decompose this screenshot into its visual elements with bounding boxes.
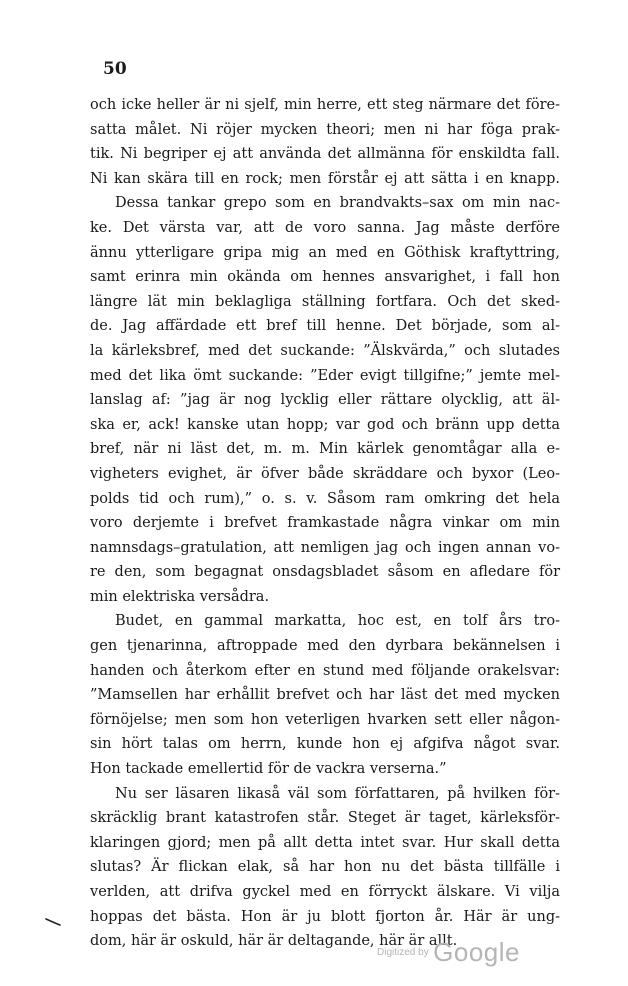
digitized-by-google-watermark	[377, 937, 520, 968]
watermark-brand: Google	[433, 937, 520, 967]
text-line: gen tjenarinna, aftroppade med den dyrbara bekännelsen i	[90, 638, 560, 655]
text-line: polds tid och rum),” o. s. v. Såsom ram omkring det hela	[90, 490, 560, 507]
text-line: tik. Ni begriper ej att använda det allmänna för enskildta fall.	[90, 146, 560, 163]
text-line: lanslag af: ”jag är nog lycklig eller rättare olycklig, att äl-	[90, 392, 560, 409]
text-line: de. Jag affärdade ett bref till henne. Det började, som al-	[90, 318, 560, 335]
text-line: med det lika ömt suckande: ”Eder evigt tillgifne;” jemte mel-	[90, 367, 560, 384]
text-line: satta målet. Ni röjer mycken theori; men ni har föga prak-	[90, 121, 560, 138]
text-line: bref, när ni läst det, m. m. Min kärlek genomtågar alla e-	[90, 441, 560, 458]
text-line: la kärleksbref, med det suckande: ”Älskvärda,” och slutades	[90, 342, 560, 359]
text-line: slutas? Är flickan elak, så har hon nu det bästa tillfälle i	[90, 859, 560, 876]
text-line: hoppas det bästa. Hon är ju blott fjorton år. Här är ung-	[90, 908, 560, 925]
text-line: Hon tackade emellertid för de vackra verserna.”	[90, 761, 447, 778]
text-line: voro derjemte i brefvet framkastade några vinkar om min	[90, 515, 560, 532]
text-line: vigheters evighet, är öfver både skräddare och byxor (Leo-	[90, 465, 560, 482]
text-line: Ni kan skära till en rock; men förstår ej att sätta i en knapp.	[90, 170, 560, 187]
text-line: ”Mamsellen har erhållit brefvet och har läst det med mycken	[90, 687, 560, 704]
text-line: klaringen gjord; men på allt detta intet svar. Hur skall detta	[90, 834, 560, 851]
text-line: handen och återkom efter en stund med följande orakelsvar:	[90, 662, 560, 679]
text-line: sin hört talas om herrn, kunde hon ej afgifva något svar.	[90, 736, 560, 753]
page-number: 50	[103, 59, 127, 79]
watermark-prefix: Digitized by	[377, 947, 429, 958]
text-line: namnsdags–gratulation, att nemligen jag och ingen annan vo-	[90, 539, 560, 556]
text-line: samt erinra min okända om hennes ansvarighet, i fall hon	[90, 269, 560, 286]
text-line: Dessa tankar grepo som en brandvakts–sax om min nac-	[115, 195, 560, 212]
text-line: verlden, att drifva gyckel med en förryckt älskare. Vi vilja	[90, 884, 560, 900]
text-line: ska er, ack! kanske utan hopp; var god och bränn upp detta	[90, 416, 560, 433]
text-line: längre lät min beklagliga ställning fortfara. Och det sked-	[90, 293, 560, 310]
text-line: skräcklig brant katastrofen står. Steget är taget, kärleksför-	[90, 810, 560, 827]
text-line: förnöjelse; men som hon veterligen hvarken sett eller någon-	[90, 711, 560, 728]
text-line: min elektriska versådra.	[90, 588, 270, 605]
text-line: re den, som begagnat onsdagsbladet såsom en afledare för	[90, 564, 560, 581]
text-line: ännu ytterligare gripa mig an med en Göthisk kraftyttring,	[90, 244, 560, 261]
body-text	[90, 93, 560, 954]
text-line: Nu ser läsaren likaså väl som författaren, på hvilken för-	[115, 785, 560, 802]
text-line: ke. Det värsta var, att de voro sanna. Jag måste derföre	[90, 219, 560, 236]
text-line: Budet, en gammal markatta, hoc est, en tolf års tro-	[115, 613, 560, 630]
text-line: och icke heller är ni sjelf, min herre, ett steg närmare det före-	[90, 97, 560, 113]
ink-mark-icon	[45, 918, 61, 926]
text-line: dom, här är oskuld, här är deltagande, här är allt.	[90, 933, 458, 950]
